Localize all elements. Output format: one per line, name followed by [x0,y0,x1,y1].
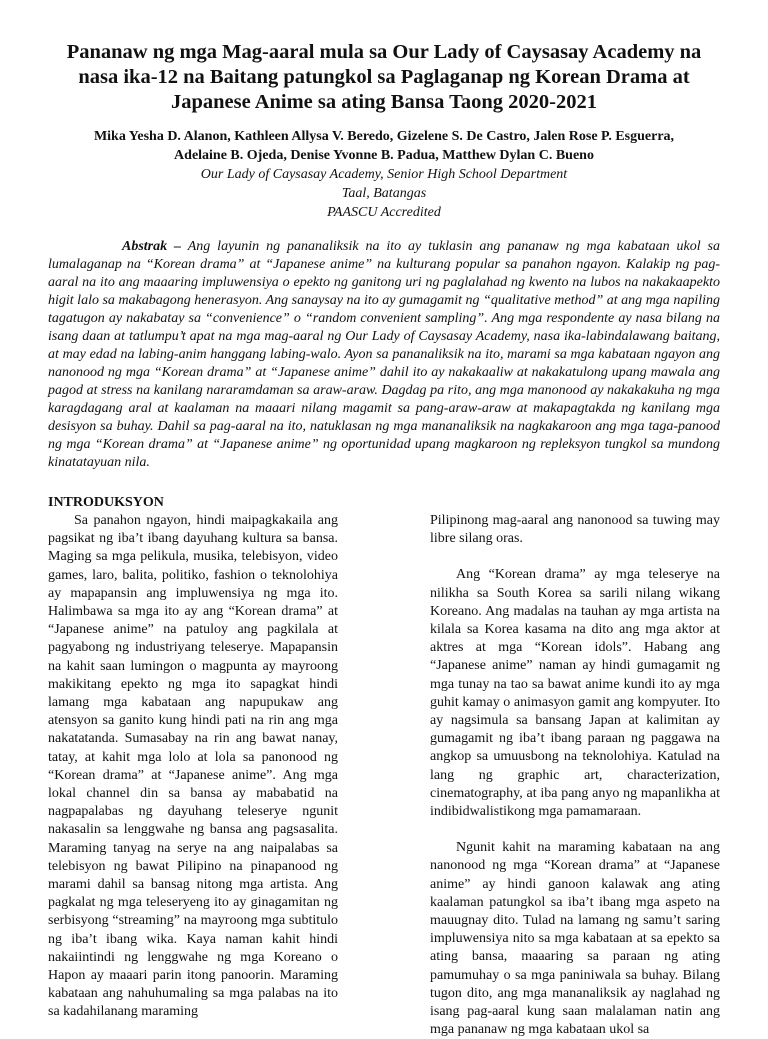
left-column [48,494,338,1039]
abstract-lead: Abstrak – [122,239,182,254]
abstract [48,238,720,472]
author-list [48,127,720,165]
paragraph-research-gap: Ngunit kahit na maraming kabataan na ang nanonood ng mga “Korean drama” at “Japanese anime” ay hindi ganoon kalawak ang ating kaalaman patungkol sa iba’t ibang mga aspeto na mauugnay dito. Tulad na lamang ng samu’t saring impluwensiya nito sa mga kabataan at sa epekto sa ating bansa, maaaring sa paraan ng ating pamumuhay o sa mga paniniwala sa buhay. Bilang tugon dito, ang mga mananaliksik ay naglahad ng isang pag-aaral kung saan malalaman natin ang mga pananaw ng mga kabataan ukol sa [430,840,720,1038]
intro-paragraph: Sa panahon ngayon, hindi maipagkakaila ang pagsikat ng iba’t ibang dayuhang kultura sa bansa. Maging sa mga pelikula, musika, telebisyon, video games, laro, balita, politiko, fashion o teknolohiya ay mapapansin ang impluwensiya ng mga ito. Halimbawa sa mga ito ay ang “Korean drama” at “Japanese anime” na patuloy ang pagkilala at pagyabong ng industriyang teleserye. Mapapansin na kahit saan lumingon o magpunta ay mayroong makikitang epekto ng mga ito sapagkat hindi lamang mga kabataan ang napupukaw ang atensyon sa ganito kung hindi pati na rin ang mga nakatatanda. Sumasabay na rin ang bawat nanay, tatay, at kahit mga lolo at lola sa panonood ng “Korean drama” at “Japanese anime”. Ang mga lokal channel din sa bansa ay mababatid na nagpapalabas ng dayuhang teleserye ngunit nakasalin sa lenggwahe ng bansa ang pagsasalita. Maraming tanyag na serye na ang naipalabas sa telebisyon ng bawat Pilipino na pinapanood ng marami dahil sa bansag nitong mga artista. Ang pagkalat ng mga teleseryeng ito ay ginagamitan ng serbisyong “streaming” na mayroong mga subtitulo ng iba’t ibang wika. Kaya naman kahit hindi nakaiintindi ng lenggwahe ng mga Koreano o Hapon ay maaari parin itong panoorin. Maraming kabataan ang nahuhumaling sa mga palabas na ito sa kadahilanang maraming [48,513,338,1020]
body-columns [48,494,720,1039]
paper-title: Pananaw ng mga Mag-aaral mula sa Our Lady of Caysasay Academy na nasa ika-12 na Baitang patungkol sa Paglaganap ng Korean Drama at Japanese Anime sa ating Bansa Taong 2020-2021 [66,41,702,113]
affiliation-location: Taal, Batangas [341,186,427,201]
abstract-text: Ang layunin ng pananaliksik na ito ay tuklasin ang pananaw ng mga kabataan ukol sa lumalaganap na “Korean drama” at “Japanese anime” na kulturang popular sa panahon ngayon. Kalakip ng pag-aaral na ito ang maaaring impluwensiya o epekto ng ganitong uri ng paglalahad ng kwento na lubos na nakakaapekto higit lalo sa makabagong henerasyon. Ang sanaysay na ito ay gumagamit ng “qualitative method” at ang mga napiling tagatugon ay nakabatay sa “convenience” o “random convenient sampling”. Ang mga respondente ay nasa bilang na isang daan at tatlumpu’t apat na mga mag-aaral ng Our Lady of Caysasay Academy, nasa ika-labindalawang baitang, at may edad na labing-anim hanggang labing-walo. Ayon sa pananaliksik na ito, marami sa mga kabataan ngayon ang nanonood ng mga “Korean drama” at “Japanese anime” dahil ito ay nakakaaliw at nakakatulong upang mawala ang pagod at stress na kanilang nararamdaman sa araw-araw. Dagdag pa rito, ang mga manonood ay nakakakuha ng mga karagdagang aral at kaalaman na maaari nilang magamit sa pang-araw-araw at makapagtakda ng kanilang mga desisyon sa buhay. Dahil sa pag-aaral na ito, natuklasan ng mga mananaliksik na nagkakaroon ang mga taga-panood ng mga “Korean drama” at “Japanese anime” ng oportunidad upang magkaroon ng repleksyon tungkol sa mundong kinatatayuan nila. [48,239,721,470]
right-column [430,512,720,1039]
author-line-1: Mika Yesha D. Alanon, Kathleen Allysa V. Beredo, Gizelene S. De Castro, Jalen Rose P. Esguerra, [93,129,675,144]
section-heading: INTRODUKSYON [48,495,164,510]
affiliation-accreditation: PAASCU Accredited [327,205,441,220]
paragraph-definitions: Ang “Korean drama” ay mga teleserye na nilikha sa South Korea sa sarili nilang wikang Koreano. Ang madalas na tauhan ay mga artista na kilala sa Korea kasama na dito ang mga aktor at aktres at mga “Korean idols”. Habang ang “Japanese anime” naman ay hindi gumagamit ng mga tunay na tao sa bawat anime kundi ito ay mga guhit kamay o animasyon gamit ang kompyuter. Ito ay nagsimula sa bansang Japan at kalimitan ay gumagamit ng iba’t ibang paraan ng paggawa na angkop sa umuusbong na teknolohiya. Katulad na lang ng graphic art, characterization, cinematography, at iba pang anyo ng mapanlikha at indibidwalistikong mga pamamaraan. [430,567,720,820]
affiliation [48,165,720,222]
intro-paragraph-continued: Pilipinong mag-aaral ang nanonood sa tuwing may libre silang oras. [430,513,720,547]
author-line-2: Adelaine B. Ojeda, Denise Yvonne B. Padua, Matthew Dylan C. Bueno [174,148,594,163]
affiliation-school: Our Lady of Caysasay Academy, Senior High School Department [200,167,568,182]
